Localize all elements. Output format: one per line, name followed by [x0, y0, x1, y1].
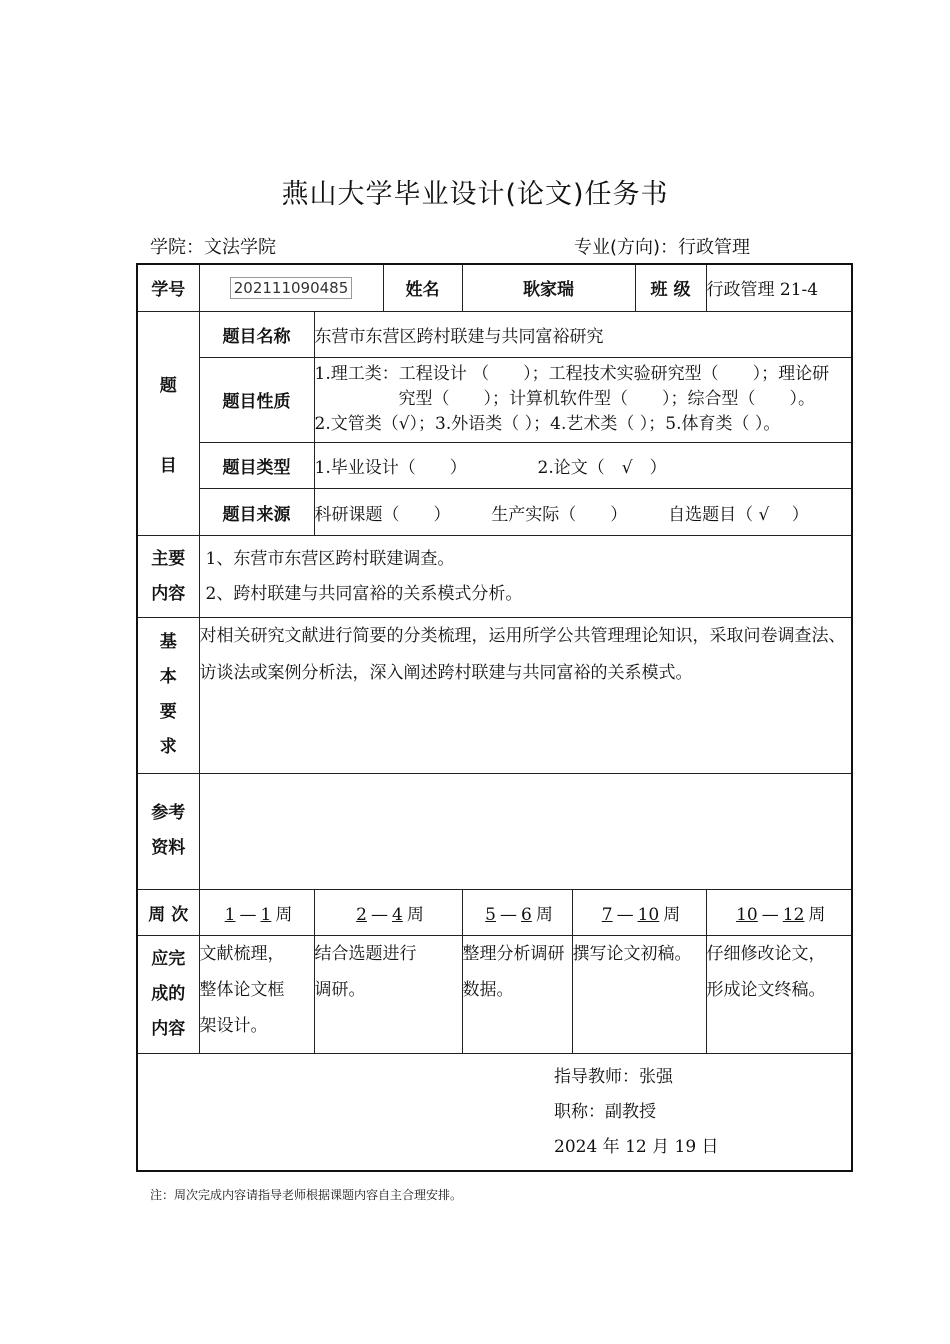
week-to: 6: [521, 904, 532, 925]
tasks-label-line: 成的: [151, 984, 186, 1005]
topic-source-label: 题目来源: [199, 488, 314, 535]
main-content-item: 1、东营市东营区跨村联建调查。: [205, 548, 455, 569]
week-dash: —: [500, 904, 517, 925]
school-value: 文法学院: [204, 237, 276, 258]
student-id-value: 202111090485: [230, 277, 353, 299]
task-line: 整理分析调研: [462, 943, 565, 964]
task-cell: [462, 935, 572, 1053]
week-to: 10: [637, 904, 660, 925]
page-title: 燕山大学毕业设计(论文)任务书: [281, 179, 669, 210]
requirements-text-line-2: 访谈法或案例分析法，深入阐述跨村联建与共同富裕的关系模式。: [199, 663, 693, 684]
topic-source-value: [314, 488, 852, 535]
week-from: 5: [485, 904, 496, 925]
task-cell: [572, 935, 706, 1053]
weeks-label: 周 次: [137, 889, 199, 935]
requirements-text-line-1: 对相关研究文献进行简要的分类梳理，运用所学公共管理理论知识，采取问卷调查法、: [199, 626, 846, 647]
requirements-value: [199, 618, 852, 773]
name-value: 耿家瑞: [462, 264, 635, 311]
name-label: 姓名: [383, 264, 462, 311]
topic-type-value: [314, 442, 852, 488]
references-value: [199, 773, 852, 889]
topic-name-value: 东营市东营区跨村联建与共同富裕研究: [314, 311, 852, 357]
topic-type-option-thesis: 2.论文（ √ ）: [537, 457, 667, 478]
major-field: [574, 233, 750, 259]
week-to: 4: [392, 904, 403, 925]
requirements-label-char: 求: [159, 737, 177, 758]
footnote: 注：周次完成内容请指导老师根据课题内容自主合理安排。: [150, 1188, 463, 1202]
topic-nature-line-3: 2.文管类（√）；3.外语类（ ）；4.艺术类（ ）；5.体育类（ ）。: [314, 414, 781, 435]
task-table: [136, 263, 853, 1172]
main-content-label-1: 主要: [151, 548, 186, 569]
references-label: [137, 773, 199, 889]
topic-source-option-production: 生产实际（ ）: [491, 504, 628, 525]
references-label-1: 参考: [151, 803, 186, 824]
advisor-title: 职称：副教授: [554, 1102, 656, 1123]
week-to: 12: [782, 904, 805, 925]
week-dash: —: [761, 904, 779, 925]
week-from: 7: [601, 904, 613, 925]
topic-nature-line-2: 究型（ ）；计算机软件型（ ）；综合型（ ）。: [398, 389, 815, 410]
week-range: [462, 889, 572, 935]
main-content-label: [137, 536, 199, 618]
tasks-label-line: 应完: [151, 949, 186, 970]
class-value: 行政管理 21-4: [706, 264, 852, 311]
class-label: 班 级: [635, 264, 706, 311]
major-label: 专业(方向)：: [574, 237, 679, 258]
week-range: [199, 889, 314, 935]
sign-date: 2024 年 12 月 19 日: [554, 1137, 719, 1158]
advisor-name: 指导教师：张强: [554, 1067, 673, 1088]
main-content-value: [199, 536, 852, 618]
requirements-label: [137, 618, 199, 773]
week-from: 1: [224, 904, 236, 925]
requirements-label-char: 本: [159, 667, 177, 688]
requirements-label-char: 基: [159, 632, 177, 653]
task-line: 形成论文终稿。: [706, 979, 826, 1000]
week-from: 10: [736, 904, 758, 925]
week-from: 2: [356, 904, 367, 925]
tasks-label-line: 内容: [151, 1019, 186, 1040]
week-unit: 周: [808, 904, 826, 925]
week-unit: 周: [406, 904, 424, 925]
task-line: 调研。: [314, 979, 366, 1000]
task-line: 整体论文框: [199, 979, 285, 1000]
task-line: 架设计。: [199, 1015, 268, 1036]
topic-label-char-2: 目: [159, 455, 177, 476]
requirements-label-char: 要: [159, 702, 177, 723]
references-label-2: 资料: [151, 838, 186, 859]
task-line: 数据。: [462, 979, 514, 1000]
week-range: [572, 889, 706, 935]
task-cell: [314, 935, 462, 1053]
topic-nature-label: 题目性质: [199, 357, 314, 442]
major-value: 行政管理: [678, 237, 751, 258]
school-label: 学院：: [150, 237, 204, 258]
topic-label-char-1: 题: [159, 375, 177, 396]
week-dash: —: [371, 904, 388, 925]
task-line: 仔细修改论文，: [706, 943, 826, 964]
task-cell: [199, 935, 314, 1053]
student-id-cell: [199, 264, 383, 311]
topic-nature-line-1: 1.理工类：工程设计 （ ）；工程技术实验研究型（ ）；理论研: [314, 364, 830, 385]
task-line: 文献梳理，: [199, 943, 285, 964]
week-to: 1: [260, 904, 272, 925]
school-field: [150, 233, 276, 259]
task-line: 结合选题进行: [314, 943, 417, 964]
task-cell: [706, 935, 852, 1053]
task-line: 撰写论文初稿。: [572, 943, 692, 964]
signature-block: [137, 1054, 852, 1171]
main-content-label-2: 内容: [151, 583, 186, 604]
topic-name-label: 题目名称: [199, 311, 314, 357]
week-dash: —: [239, 904, 257, 925]
week-unit: 周: [535, 904, 553, 925]
main-content-item: 2、跨村联建与共同富裕的关系模式分析。: [205, 583, 523, 604]
topic-source-option-self: 自选题目（ √ ）: [668, 504, 809, 525]
week-unit: 周: [275, 904, 293, 925]
week-unit: 周: [663, 904, 681, 925]
tasks-label: [137, 935, 199, 1053]
topic-type-label: 题目类型: [199, 442, 314, 488]
week-range: [706, 889, 852, 935]
topic-section-label: [137, 311, 199, 535]
topic-source-option-research: 科研课题（ ）: [314, 504, 451, 525]
week-range: [314, 889, 462, 935]
topic-type-option-design: 1.毕业设计（ ）: [314, 457, 467, 478]
topic-nature-value: [314, 357, 852, 442]
week-dash: —: [616, 904, 634, 925]
student-id-label: 学号: [137, 264, 199, 311]
